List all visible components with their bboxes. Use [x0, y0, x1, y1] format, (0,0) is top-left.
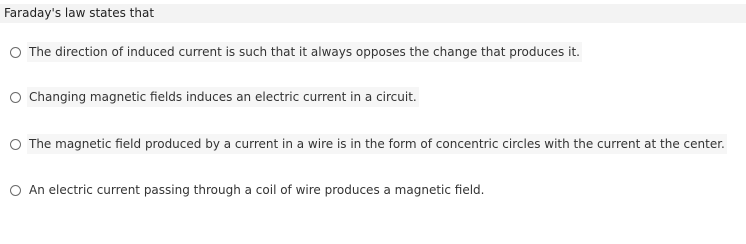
- radio-button-icon[interactable]: [10, 92, 21, 103]
- radio-button-icon[interactable]: [10, 47, 21, 58]
- radio-button-icon[interactable]: [10, 139, 21, 150]
- radio-button-icon[interactable]: [10, 185, 21, 196]
- answer-option-3[interactable]: [0, 131, 727, 157]
- answer-option-label: An electric current passing through a coil of wire produces a magnetic field.: [29, 183, 485, 197]
- answer-option-2[interactable]: [0, 84, 419, 110]
- answer-option-label: Changing magnetic fields induces an electric current in a circuit.: [27, 87, 419, 107]
- answer-option-label: The magnetic field produced by a current in a wire is in the form of concentric circles with the current at the center.: [27, 134, 727, 154]
- answer-option-label: The direction of induced current is such that it always opposes the change that produces it.: [27, 42, 582, 62]
- question-text: Faraday's law states that: [0, 4, 746, 23]
- answer-option-1[interactable]: [0, 39, 582, 65]
- answer-option-4[interactable]: [0, 177, 486, 203]
